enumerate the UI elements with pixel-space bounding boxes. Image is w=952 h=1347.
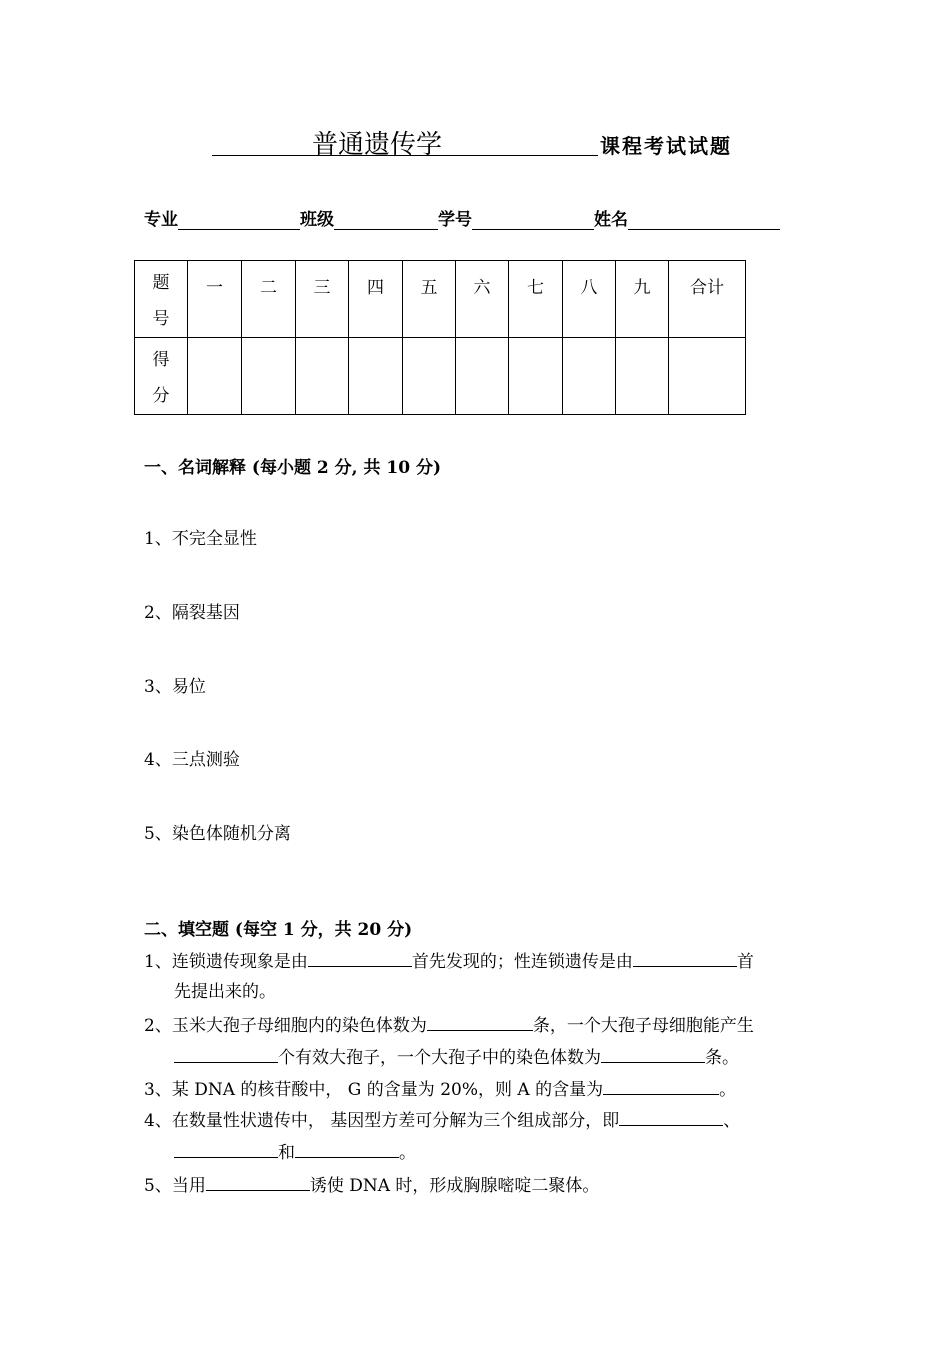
answer-blank[interactable] xyxy=(206,1173,310,1191)
answer-blank[interactable] xyxy=(174,1140,278,1158)
score-cell[interactable] xyxy=(188,338,242,415)
score-table xyxy=(134,260,746,415)
term-item: 5、染色体随机分离 xyxy=(144,824,291,844)
fill-question-1-cont: 先提出来的。 xyxy=(174,982,276,1002)
score-cell[interactable] xyxy=(349,338,403,415)
fill-question-1: 1、连锁遗传现象是由 首先发现的；性连锁遗传是由 首 xyxy=(144,949,754,972)
term-item: 3、易位 xyxy=(144,677,206,697)
exam-title-suffix: 课程考试试题 xyxy=(600,134,732,158)
answer-blank[interactable] xyxy=(427,1013,533,1031)
name-label: 姓名 xyxy=(594,210,628,230)
col-header: 七 xyxy=(509,261,563,338)
col-header: 四 xyxy=(349,261,403,338)
student-id-label: 学号 xyxy=(438,210,472,230)
term-item: 4、三点测验 xyxy=(144,750,240,770)
answer-blank[interactable] xyxy=(601,1045,705,1063)
score-cell[interactable] xyxy=(456,338,509,415)
score-cell[interactable] xyxy=(509,338,563,415)
col-header: 六 xyxy=(456,261,509,338)
col-header: 三 xyxy=(296,261,349,338)
score-cell[interactable] xyxy=(242,338,296,415)
fill-question-4: 4、在数量性状遗传中， 基因型方差可分解为三个组成部分，即 、 xyxy=(144,1108,740,1131)
col-header-total: 合计 xyxy=(669,261,746,338)
answer-blank[interactable] xyxy=(619,1108,723,1126)
fill-question-4-cont: 和 。 xyxy=(174,1140,416,1163)
col-header: 八 xyxy=(563,261,616,338)
answer-blank[interactable] xyxy=(295,1140,399,1158)
term-item: 1、不完全显性 xyxy=(144,529,257,549)
student-info-row xyxy=(144,204,780,230)
score-cell-total[interactable] xyxy=(669,338,746,415)
col-header: 五 xyxy=(403,261,456,338)
fill-question-3: 3、某 DNA 的核苷酸中， G 的含量为 20%，则 A 的含量为 。 xyxy=(144,1077,736,1100)
term-item: 2、隔裂基因 xyxy=(144,603,240,623)
col-header: 二 xyxy=(242,261,296,338)
class-field[interactable] xyxy=(334,207,438,230)
score-cell[interactable] xyxy=(296,338,349,415)
section1-title: 一、名词解释 (每小题 2 分, 共 10 分) xyxy=(144,458,442,478)
major-label: 专业 xyxy=(144,210,178,230)
student-id-field[interactable] xyxy=(472,207,594,230)
fill-question-2: 2、玉米大孢子母细胞内的染色体数为 条，一个大孢子母细胞能产生 xyxy=(144,1013,754,1036)
answer-blank[interactable] xyxy=(633,949,737,967)
class-label: 班级 xyxy=(300,210,334,230)
score-cell[interactable] xyxy=(403,338,456,415)
fill-question-5: 5、当用 诱使 DNA 时，形成胸腺嘧啶二聚体。 xyxy=(144,1173,599,1196)
section2-title: 二、填空题 (每空 1 分，共 20 分) xyxy=(144,920,413,940)
col-header: 一 xyxy=(188,261,242,338)
row-label-score: 得 分 xyxy=(135,338,188,415)
table-row-header xyxy=(135,261,746,338)
major-field[interactable] xyxy=(178,207,300,230)
name-field[interactable] xyxy=(628,207,780,230)
answer-blank[interactable] xyxy=(308,949,412,967)
table-row-score xyxy=(135,338,746,415)
course-title: 普通遗传学 xyxy=(312,130,443,160)
fill-question-2-cont: 个有效大孢子，一个大孢子中的染色体数为 条。 xyxy=(174,1045,739,1068)
row-label-question-no: 题 号 xyxy=(135,261,188,338)
score-cell[interactable] xyxy=(563,338,616,415)
col-header: 九 xyxy=(616,261,669,338)
answer-blank[interactable] xyxy=(603,1077,719,1095)
score-cell[interactable] xyxy=(616,338,669,415)
answer-blank[interactable] xyxy=(174,1045,278,1063)
